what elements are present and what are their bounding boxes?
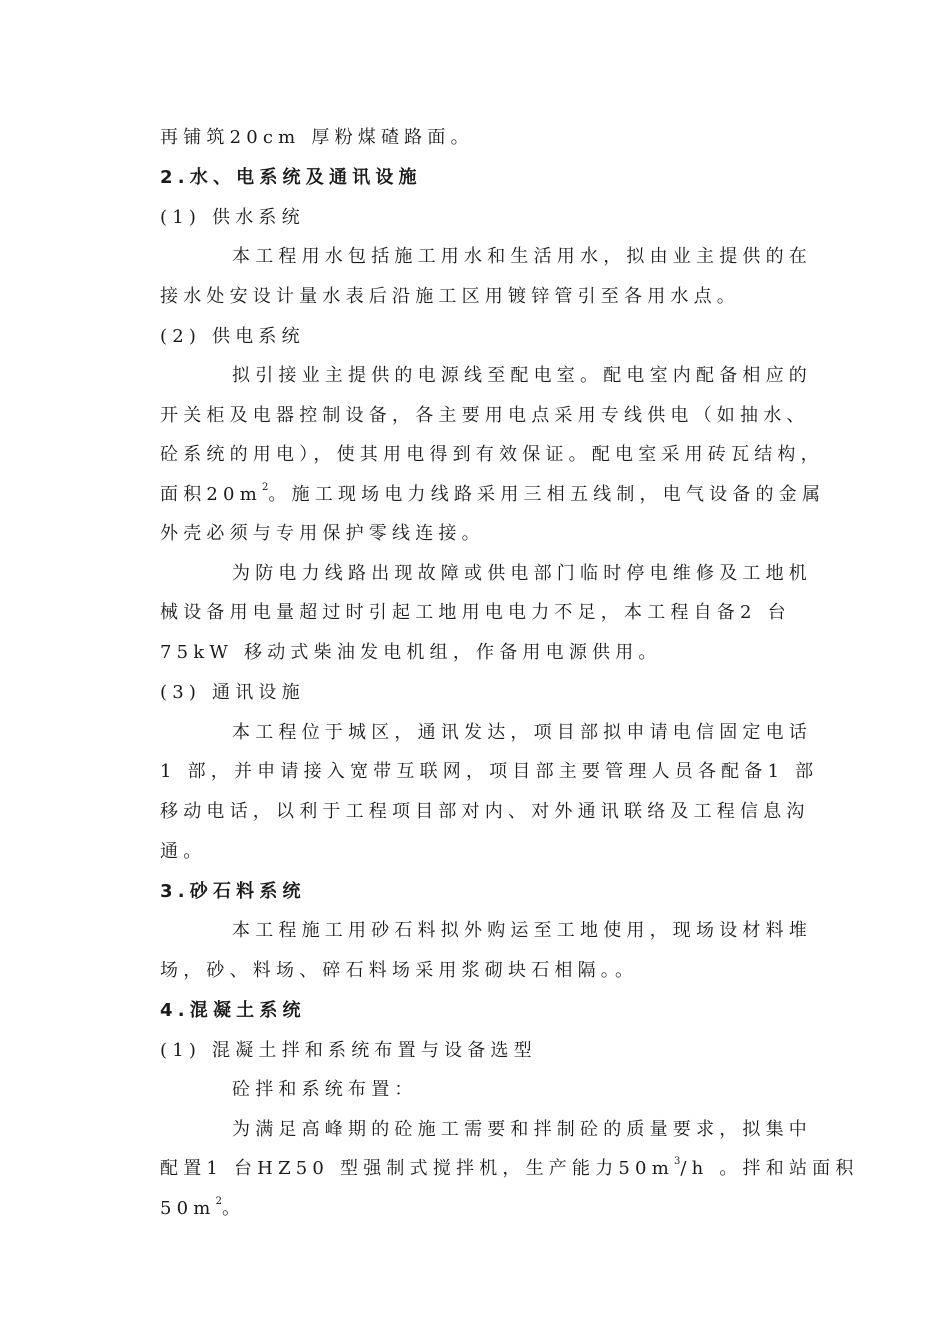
paragraph-text: 。施工现场电力线路采用三相五线制，电气设备的金属 bbox=[268, 484, 826, 505]
paragraph-line: 拟引接业主提供的电源线至配电室。配电室内配备相应的 bbox=[232, 365, 812, 386]
area-text: 50m bbox=[160, 1198, 216, 1219]
paragraph-line: 砼拌和系统布置： bbox=[232, 1079, 418, 1100]
paragraph-line bbox=[160, 1157, 859, 1181]
paragraph-line: 接水处安设计量水表后沿施工区用镀锌管引至各用水点。 bbox=[160, 286, 740, 307]
superscript: 3 bbox=[673, 1156, 681, 1167]
paragraph-line: 1 部，并申请接入宽带互联网，项目部主要管理人员各配备1 部 bbox=[160, 761, 819, 782]
paragraph-line bbox=[160, 483, 825, 507]
superscript: 2 bbox=[215, 1196, 222, 1207]
paragraph-text: 配置1 台HZ50 型强制式搅拌机，生产能力50m bbox=[160, 1158, 674, 1179]
paragraph-line: 为防电力线路出现故障或供电部门临时停电维修及工地机 bbox=[232, 563, 812, 584]
section-heading: 4.混凝土系统 bbox=[160, 1000, 306, 1021]
superscript: 2 bbox=[261, 482, 269, 493]
paragraph-line: 通。 bbox=[160, 841, 207, 862]
subsection-heading: (1) 供水系统 bbox=[160, 207, 305, 228]
paragraph-line: 为满足高峰期的砼施工需要和拌制砼的质量要求，拟集中 bbox=[232, 1119, 812, 1140]
area-text: 面积20m bbox=[160, 484, 262, 505]
paragraph-line: 移动电话，以利于工程项目部对内、对外通讯联络及工程信息沟 bbox=[160, 801, 810, 822]
paragraph-line: 外壳必须与专用保护零线连接。 bbox=[160, 523, 485, 544]
subsection-heading: (3) 通讯设施 bbox=[160, 682, 305, 703]
paragraph-line: 械设备用电量超过时引起工地用电电力不足，本工程自备2 台 bbox=[160, 602, 791, 623]
paragraph-text: 。 bbox=[221, 1198, 246, 1219]
section-heading: 3.砂石料系统 bbox=[160, 881, 306, 902]
paragraph-line: 砼系统的用电），使其用电得到有效保证。配电室采用砖瓦结构， bbox=[160, 444, 824, 465]
paragraph-line: 开关柜及电器控制设备，各主要用电点采用专线供电（如抽水、 bbox=[160, 405, 810, 426]
paragraph-line: 本工程位于城区，通讯发达，项目部拟申请电信固定电话 bbox=[232, 722, 812, 743]
paragraph-text: /h 。拌和站面积 bbox=[680, 1158, 859, 1179]
subsection-heading: (2) 供电系统 bbox=[160, 326, 305, 347]
paragraph-line: 场，砂、料场、碎石料场采用浆砌块石相隔。。 bbox=[160, 960, 639, 981]
paragraph-line: 本工程施工用砂石料拟外购运至工地使用，现场设材料堆 bbox=[232, 920, 812, 941]
paragraph-line: 再铺筑20cm 厚粉煤碴路面。 bbox=[160, 127, 474, 148]
paragraph-line: 本工程用水包括施工用水和生活用水，拟由业主提供的在 bbox=[232, 246, 812, 267]
subsection-heading: (1) 混凝土拌和系统布置与设备选型 bbox=[160, 1040, 537, 1061]
section-heading: 2.水、电系统及通讯设施 bbox=[160, 167, 422, 188]
paragraph-line: 75kW 移动式柴油发电机组，作备用电源供用。 bbox=[160, 642, 662, 663]
paragraph-line bbox=[160, 1197, 245, 1221]
